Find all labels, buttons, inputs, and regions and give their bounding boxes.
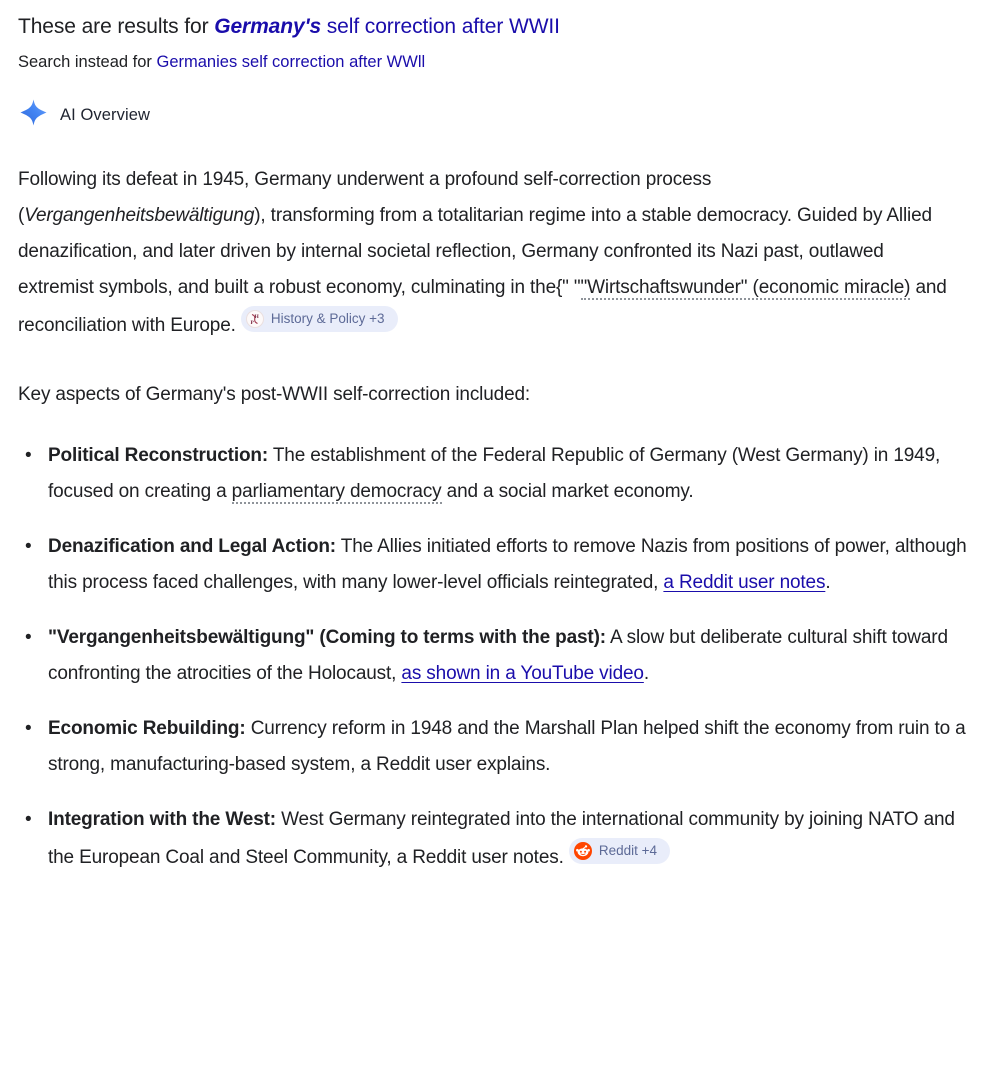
key-aspects-list (18, 438, 990, 876)
reddit-user-notes-link[interactable]: a Reddit user notes (663, 572, 826, 593)
results-prefix-text: These are results for (18, 15, 215, 38)
search-instead-row (18, 50, 990, 74)
bullet-bold-lead: "Vergangenheitsbewältigung" (Coming to terms with the past): (48, 627, 606, 648)
paragraph-text-1: Following its defeat in 1945, Germany underwent a profound self-correction process ( (18, 169, 712, 226)
source-chip-history-policy[interactable] (241, 306, 398, 332)
bullet-text: and a social market economy. (441, 481, 694, 502)
source-chip-label: History & Policy +3 (270, 311, 385, 327)
corrected-query-rest[interactable]: self correction after WWII (321, 15, 560, 38)
list-item-political-reconstruction (18, 438, 980, 510)
bullet-bold-lead: Denazification and Legal Action: (48, 536, 336, 557)
search-instead-link[interactable]: Germanies self correction after WWll (156, 53, 426, 71)
source-chip-reddit[interactable] (569, 838, 670, 864)
reddit-favicon (574, 842, 592, 860)
bullet-bold-lead: Integration with the West: (48, 809, 276, 830)
paragraph-text-3: and reconciliation with Europe. (18, 277, 947, 336)
bullet-bold-lead: Political Reconstruction: (48, 445, 269, 466)
gemini-sparkle-icon (20, 99, 47, 131)
history-policy-favicon (246, 310, 264, 328)
svg-text:P: P (250, 320, 254, 326)
results-for-heading (18, 12, 990, 42)
youtube-video-link[interactable]: as shown in a YouTube video (401, 663, 644, 684)
list-item-denazification (18, 529, 980, 601)
ai-overview-header (20, 99, 990, 131)
paragraph-text-2: ), transforming from a totalitarian regime into a stable democracy. Guided by Allied denazification, and later driven by internal societal reflection, Germany confronted its Nazi past, outlawed extremist symbols, and built a robust economy, culminating in the{" " (18, 205, 932, 298)
key-aspects-intro: Key aspects of Germany's post-WWII self-correction included: (18, 384, 531, 405)
list-item-economic-rebuilding (18, 711, 980, 783)
ai-overview-label: AI Overview (60, 105, 151, 124)
bullet-text: West Germany reintegrated into the international community by joining NATO and the European Coal and Steel Community, a Reddit user notes. (48, 809, 955, 868)
bullet-bold-lead: Economic Rebuilding: (48, 718, 246, 739)
parliamentary-democracy-highlight[interactable]: parliamentary democracy (231, 481, 442, 502)
bullet-text: Currency reform in 1948 and the Marshall Plan helped shift the economy from ruin to a strong, manufacturing-based system, a Reddit user explains. (48, 718, 966, 775)
source-chip-label: Reddit +4 (598, 843, 658, 859)
list-item-integration-west (18, 802, 980, 876)
bullet-text: . (643, 663, 649, 684)
bullet-text: The establishment of the Federal Republic of Germany (West Germany) in 1949, focused on creating a (48, 445, 941, 502)
corrected-query-emphasis[interactable]: Germany's (214, 15, 322, 38)
svg-text:H: H (254, 314, 259, 320)
search-instead-prefix: Search instead for (18, 53, 157, 71)
list-item-vergangenheitsbewaeltigung (18, 620, 980, 692)
wirtschaftswunder-highlight[interactable]: "Wirtschaftswunder" (economic miracle) (580, 277, 911, 298)
bullet-text: The Allies initiated efforts to remove Nazis from positions of power, although this process faced challenges, with many lower-level officials reintegrated, (48, 536, 967, 593)
overview-paragraph (18, 162, 950, 344)
bullet-text: A slow but deliberate cultural shift toward confronting the atrocities of the Holocaust, (48, 627, 948, 684)
paragraph-italic-term: Vergangenheitsbewältigung (24, 205, 255, 226)
bullet-text: . (825, 572, 831, 593)
